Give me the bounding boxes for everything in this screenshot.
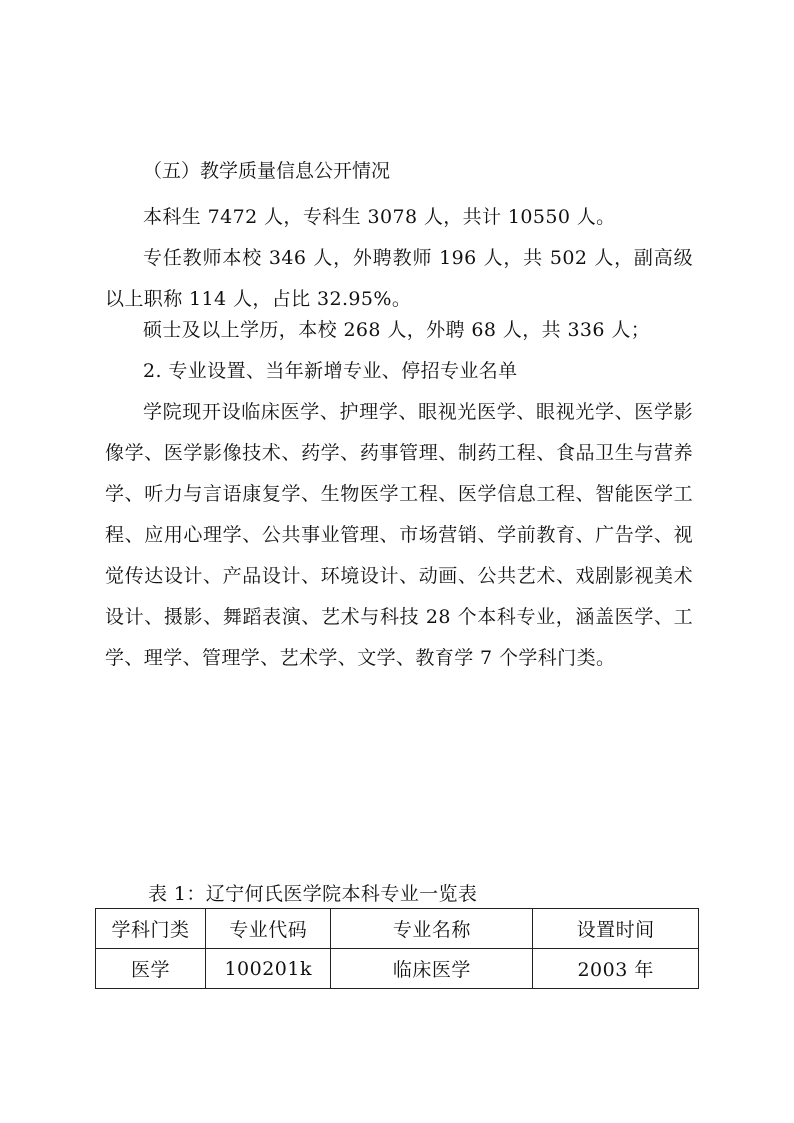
cell-major-name: 临床医学: [331, 949, 533, 989]
header-major-name: 专业名称: [331, 909, 533, 949]
cell-setup-year: 2003 年: [533, 949, 699, 989]
paragraph-student-count: 本科生 7472 人，专科生 3078 人，共计 10550 人。: [143, 206, 616, 228]
subsection-heading: 2. 专业设置、当年新增专业、停招专业名单: [143, 360, 518, 382]
majors-table: [95, 908, 699, 989]
header-discipline: 学科门类: [96, 909, 206, 949]
paragraph-majors: 学院现开设临床医学、护理学、眼视光医学、眼视光学、医学影像学、医学影像技术、药学、药事管理、制药工程、食品卫生与营养学、听力与言语康复学、生物医学工程、医学信息工程、智能医学工程、应用心理学、公共事业管理、市场营销、学前教育、广告学、视觉传达设计、产品设计、环境设计、动画、公共艺术、戏剧影视美术设计、摄影、舞蹈表演、艺术与科技 28 个本科专业，涵盖医学、工学、理学、管理学、艺术学、文学、教育学 7 个学科门类。: [105, 401, 693, 669]
section-heading: （五）教学质量信息公开情况: [143, 160, 391, 182]
cell-discipline: 医学: [96, 949, 206, 989]
table-row: [96, 949, 699, 989]
table-header-row: [96, 909, 699, 949]
header-setup-year: 设置时间: [533, 909, 699, 949]
cell-major-code: 100201k: [205, 949, 331, 989]
header-major-code: 专业代码: [205, 909, 331, 949]
paragraph-degree-count: 硕士及以上学历，本校 268 人，外聘 68 人，共 336 人；: [143, 319, 651, 341]
paragraph-teacher-count: 专任教师本校 346 人，外聘教师 196 人，共 502 人，副高级以上职称 114 人，占比 32.95%。: [105, 247, 693, 310]
table-caption: 表 1：辽宁何氏医学院本科专业一览表: [148, 883, 478, 905]
